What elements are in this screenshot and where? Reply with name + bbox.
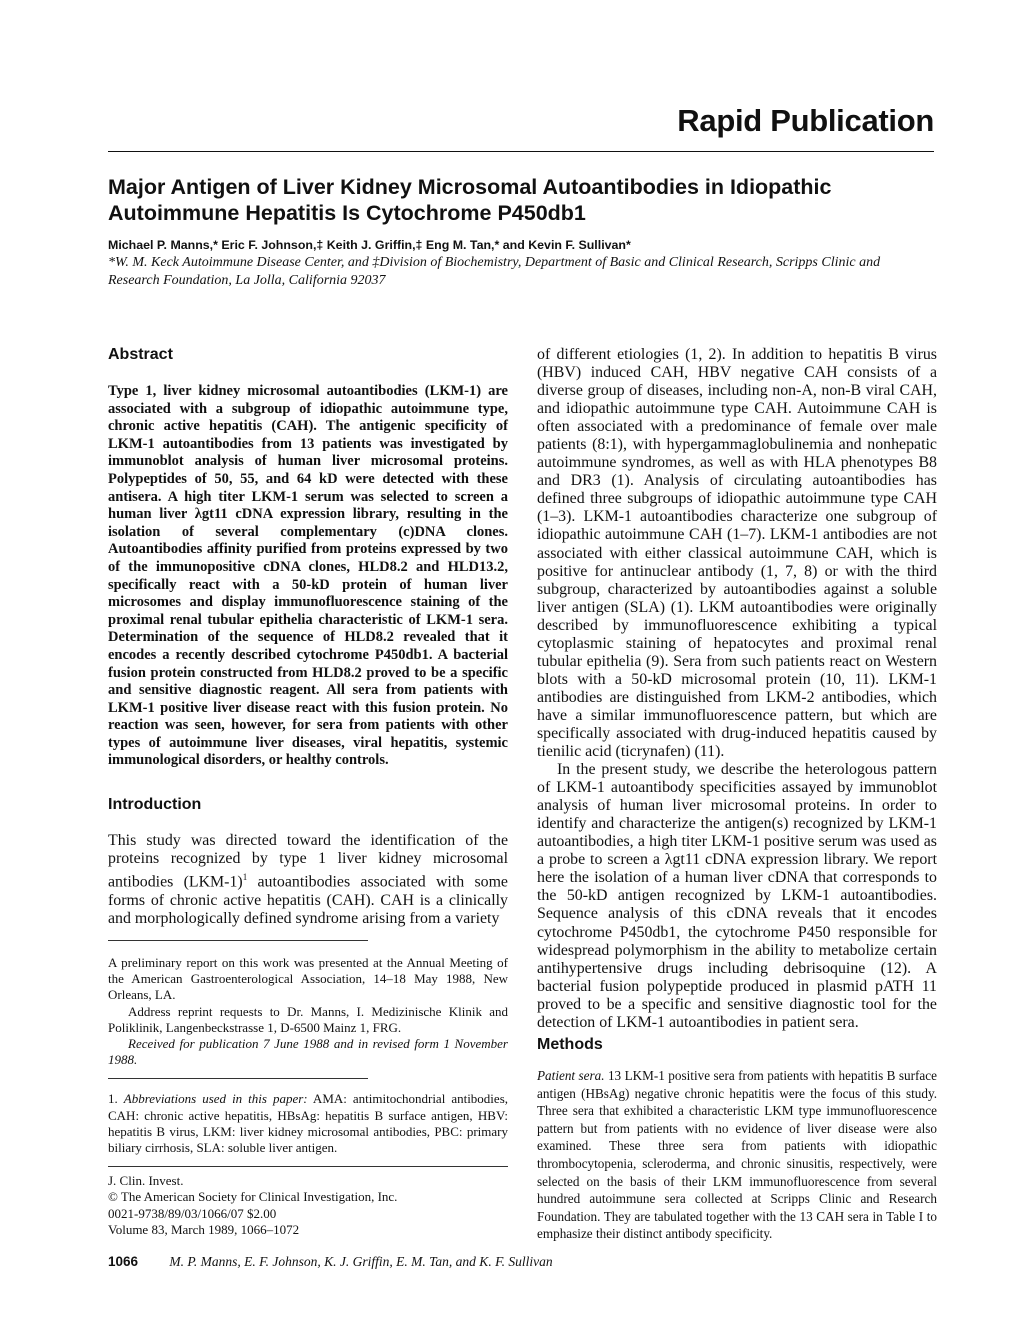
- footnote-received: Received for publication 7 June 1988 and in revised form 1 November 1988.: [108, 1036, 508, 1068]
- methods-text: [537, 1067, 937, 1243]
- footnote-abbrev-text: AMA: antimitochondrial antibodies, CAH: chronic active hepatitis, HBsAg: hepatitis B surface antigen, HBV: hepatitis B virus, LKM: liver kidney microsomal antibodies, PBC: primary biliary cirrhosis, SLA: soluble liver antigen.: [108, 1091, 509, 1156]
- footnote-marker: 1: [242, 872, 248, 883]
- section-banner: Rapid Publication: [677, 103, 934, 138]
- header-rule: [108, 151, 934, 152]
- footnote-abbreviations: [108, 1091, 508, 1156]
- volume-info: Volume 83, March 1989, 1066–1072: [108, 1221, 300, 1237]
- footnote-prelim: A preliminary report on this work was presented at the Annual Meeting of the American Gastroenterological Association, 14–18 May 1988, New Orleans, LA.: [108, 955, 508, 1003]
- copyright: © The American Society for Clinical Investigation, Inc.: [108, 1189, 398, 1205]
- footer-authors: M. P. Manns, E. F. Johnson, K. J. Griffin, E. M. Tan, and K. F. Sullivan: [169, 1254, 553, 1269]
- article-title: Major Antigen of Liver Kidney Microsomal Autoantibodies in Idiopathic Autoimmune Hepatitis Is Cytochrome P450db1: [108, 175, 832, 225]
- footnote-abbrev-label: Abbreviations used in this paper:: [123, 1091, 308, 1107]
- issn: 0021-9738/89/03/1066/07 $2.00: [108, 1205, 277, 1221]
- author-list: Michael P. Manns,* Eric F. Johnson,‡ Keith J. Griffin,‡ Eng M. Tan,* and Kevin F. Sullivan*: [108, 238, 631, 252]
- abstract-text: Type 1, liver kidney microsomal autoantibodies (LKM-1) are associated with a subgroup of idiopathic autoimmune type, chronic active hepatitis (CAH). The antigenic specificity of LKM-1 autoantibodies from 13 patients was investigated by immunoblot analysis of human liver microsomal proteins. Polypeptides of 50, 55, and 64 kD were detected with these antisera. A high titer LKM-1 serum was selected to screen a human liver λgt11 cDNA expression library, resulting in the isolation of several complementary (c)DNA clones. Autoantibodies affinity purified from proteins expressed by two of the immunopositive cDNA clones, HLD8.2 and HLD13.2, specifically react with a 50-kD protein of human liver microsomes and display immunofluorescence staining of the proximal renal tubular epithelia characteristic of LKM-1 sera. Determination of the sequence of HLD8.2 revealed that it encodes a recently described cytochrome P450db1. A bacterial fusion protein constructed from HLD8.2 proved to be a specific and sensitive diagnostic reagent. All sera from patients with LKM-1 positive liver disease react with this fusion protein. No reaction was seen, however, for sera from patients with other types of autoimmune liver diseases, viral hepatitis, systemic immunological disorders, or healthy controls.: [108, 383, 508, 769]
- methods-heading: Methods: [537, 1036, 603, 1053]
- intro-text-start: This study was directed toward the identification of the proteins recognized by type 1 liver kidney microsomal antibodies (LKM-1): [108, 832, 508, 891]
- journal-info: [108, 1173, 508, 1238]
- abstract-heading: Abstract: [108, 346, 173, 363]
- footnotes: [108, 940, 508, 1238]
- page-number: 1066: [108, 1254, 139, 1269]
- intro-paragraph-2: In the present study, we describe the heterologous pattern of LKM-1 autoantibody specificities assayed by immunoblot analysis of human liver microsomal proteins. In order to identify and characterize the antigen(s) recognized by LKM-1 autoantibodies, a high titer LKM-1 positive serum was used as a probe to screen a λgt11 cDNA expression library. We report here the isolation of a human liver cDNA that corresponds to the 50-kD antigen recognized by LKM-1 autoantibodies. Sequence analysis of this cDNA reveals that it encodes cytochrome P450db1, the cytochrome P450 responsible for widespread polymorphism in the ability to metabolize certain antihypertensive drugs including debrisoquine (12). A bacterial fusion polypeptide produced in plasmid pATH 11 proved to be a specific and sensitive diagnostic tool for the detection of LKM-1 autoantibodies in patient sera.: [537, 761, 937, 1031]
- methods-section: [537, 1036, 937, 1243]
- methods-body: 13 LKM-1 positive sera from patients with hepatitis B surface antigen (HBsAg) negative chronic hepatitis were the focus of this study. Three sera that exhibited a characteristic LKM type immunofluorescence pattern but from patients with no evidence of liver disease were also examined. These three sera from patients with idiopathic thrombocytopenia, scleroderma, and chronic sinusitis, respectively, were selected on the basis of their LKM immunofluorescence from several hundred autoimmune sera collected at Scripps Clinic and Research Foundation. They are tabulated together with the 13 CAH sera in Table I to emphasize their distinct antibody specificity.: [537, 1068, 937, 1242]
- affiliation: *W. M. Keck Autoimmune Disease Center, and ‡Division of Biochemistry, Department of Basic and Clinical Research, Scripps Clinic and Research Foundation, La Jolla, California 92037: [108, 255, 881, 288]
- left-column: [108, 346, 508, 928]
- footnote-reprint: Address reprint requests to Dr. Manns, I. Medizinische Klinik and Poliklinik, Langenbeckstrasse 1, D-6500 Mainz 1, FRG.: [108, 1003, 508, 1035]
- right-column: [537, 346, 937, 1032]
- intro-paragraph-continued: of different etiologies (1, 2). In addition to hepatitis B virus (HBV) induced CAH, HBV negative CAH consists of a diverse group of diseases, including non-A, non-B viral CAH, and idiopathic autoimmune type CAH. Autoimmune CAH is often associated with a predominance of female over male patients (8:1), with hypergammaglobulinemia and nonhepatic autoimmune syndromes, as well as with HLA phenotypes B8 and DR3 (1). Analysis of circulating autoantibodies has defined three subgroups of idiopathic autoimmune type CAH (1–3). LKM-1 autoantibodies characterize one subgroup of idiopathic autoimmune CAH (1–7). LKM-1 antibodies are not associated with either classical autoimmune CAH, which is positive for antinuclear antibody (1, 7, 8) or with the third subgroup, characterized by autoantibodies against a soluble liver antigen (SLA) (1). LKM autoantibodies were originally described by immunofluorescence exhibiting a typical cytoplasmic staining of hepatocytes and proximal renal tubular epithelia (9). Sera from such patients react on Western blots with a 50-kD microsomal protein (10, 11). LKM-1 antibodies are distinguished from LKM-2 antibodies, which have a similar immunofluorescence pattern, but which are specifically associated with drug-induced hepatitis caused by tienilic acid (ticrynafen) (11).: [537, 346, 937, 761]
- journal-name: J. Clin. Invest.: [108, 1173, 184, 1189]
- intro-paragraph: [108, 832, 508, 928]
- methods-subhead: Patient sera.: [537, 1068, 605, 1083]
- introduction-heading: Introduction: [108, 796, 202, 814]
- intro-text-cont: autoantibodies associated with some forms of chronic active hepatitis (CAH). CAH is a clinically and morphologically defined syndrome arising from a variety: [108, 873, 508, 927]
- page-footer: [108, 1254, 553, 1270]
- footnote-number: 1.: [108, 1091, 124, 1107]
